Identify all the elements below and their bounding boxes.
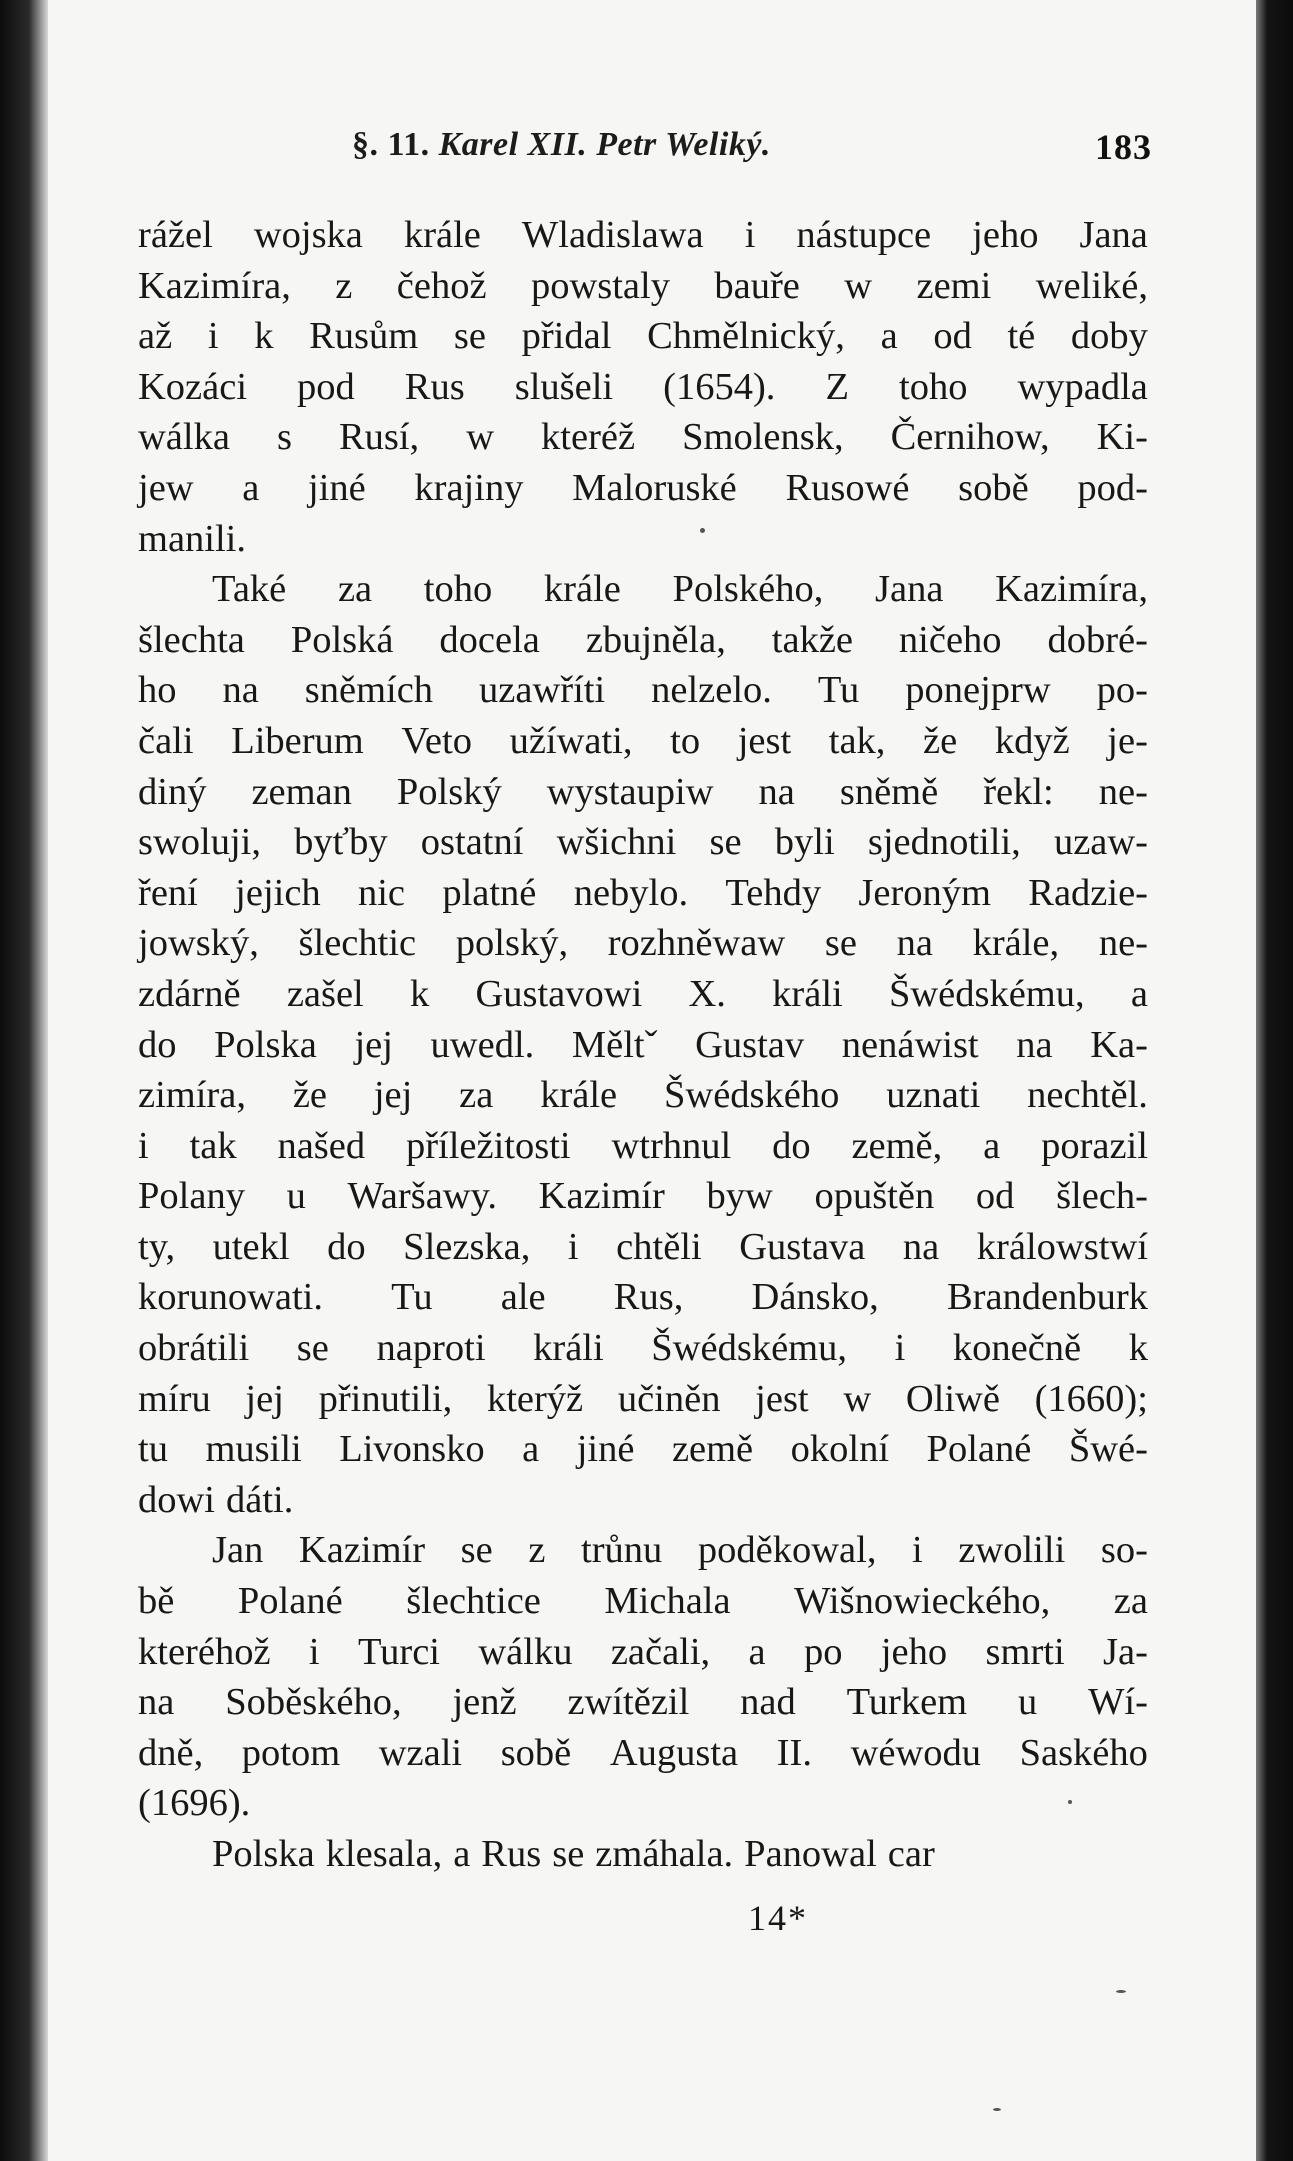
text-line: rážel wojska krále Wladislawa i nástupce jeho Jana — [138, 214, 1148, 256]
text-line: tu musili Livonsko a jiné země okolní Polané Šwé- — [138, 1428, 1148, 1471]
running-head-title — [352, 126, 771, 164]
text-line: obrátili se naproti králi Šwédskému, i konečně k — [138, 1327, 1148, 1370]
text-line: Polska klesala, a Rus se zmáhala. Panowal car — [212, 1833, 935, 1875]
text-line: dowi dáti. — [138, 1478, 294, 1521]
text-line: (1696). — [138, 1782, 251, 1825]
text-line: bě Polané šlechtice Michala Wišnowieckého, za — [138, 1580, 1148, 1623]
text-line: Polany u Waršawy. Kazimír byw opuštěn od šlech- — [138, 1175, 1148, 1218]
text-line: wálka s Rusí, w kteréž Smolensk, Černihow, Ki- — [138, 416, 1148, 459]
page-number: 183 — [1095, 127, 1152, 167]
text-line: diný zeman Polský wystaupiw na sněmě řekl: ne- — [138, 770, 1148, 813]
text-line: ho na sněmích uzawříti nelzelo. Tu ponejprw po- — [138, 669, 1148, 712]
text-line: i tak našed příležitosti wtrhnul do země, a porazil — [138, 1124, 1148, 1167]
paper-speck — [700, 528, 705, 533]
paper-speck — [993, 2108, 1001, 2111]
body-text — [138, 210, 1148, 1880]
signature-mark: 14* — [748, 1898, 808, 1938]
paper-speck — [1068, 1800, 1072, 1804]
text-line: čali Liberum Veto užíwati, to jest tak, že když je- — [138, 719, 1148, 762]
chapter-title: Karel XII. Petr Weliký. — [438, 126, 771, 163]
text-line: korunowati. Tu ale Rus, Dánsko, Brandenburk — [138, 1276, 1148, 1319]
text-line: Kozáci pod Rus slušeli (1654). Z toho wypadla — [138, 365, 1148, 408]
book-page — [48, 0, 1256, 2161]
text-line: swoluji, byťby ostatní wšichni se byli sjednotili, uzaw- — [138, 821, 1148, 864]
book-edge-right — [1256, 0, 1293, 2161]
text-line: do Polska jej uwedl. Měltˇ Gustav nenáwist na Ka- — [138, 1023, 1148, 1066]
section-mark: §. 11. — [352, 126, 430, 163]
text-line: Také za toho krále Polského, Jana Kazimíra, — [212, 568, 1148, 611]
text-line: zimíra, že jej za krále Šwédského uznati nechtěl. — [138, 1074, 1148, 1117]
text-line: jew a jiné krajiny Maloruské Rusowé sobě pod- — [138, 466, 1148, 509]
paper-speck — [1116, 1990, 1126, 1993]
text-line: šlechta Polská docela zbujněla, takže ničeho dobré- — [138, 618, 1148, 661]
text-line: Jan Kazimír se z trůnu poděkowal, i zwolili so- — [212, 1529, 1148, 1572]
text-line: míru jej přinutili, kterýž učiněn jest w Oliwě (1660); — [138, 1377, 1148, 1420]
text-line: dně, potom wzali sobě Augusta II. wéwodu Saského — [138, 1731, 1148, 1774]
text-line: manili. — [138, 517, 246, 560]
text-line: Kazimíra, z čehož powstaly bauře w zemi weliké, — [138, 264, 1148, 307]
running-head — [48, 126, 1256, 176]
text-line: na Soběského, jenž zwítězil nad Turkem u Wí- — [138, 1681, 1148, 1724]
text-line: ty, utekl do Slezska, i chtěli Gustava na králowstwí — [138, 1225, 1148, 1268]
text-line: ření jejich nic platné nebylo. Tehdy Jeroným Radzie- — [138, 871, 1148, 914]
text-line: až i k Rusům se přidal Chmělnický, a od té doby — [138, 315, 1148, 358]
text-line: jowský, šlechtic polský, rozhněwaw se na krále, ne- — [138, 922, 1148, 965]
text-line: zdárně zašel k Gustavowi X. králi Šwédskému, a — [138, 972, 1148, 1015]
book-gutter-left — [0, 0, 48, 2161]
text-line: kteréhož i Turci wálku začali, a po jeho smrti Ja- — [138, 1630, 1148, 1673]
